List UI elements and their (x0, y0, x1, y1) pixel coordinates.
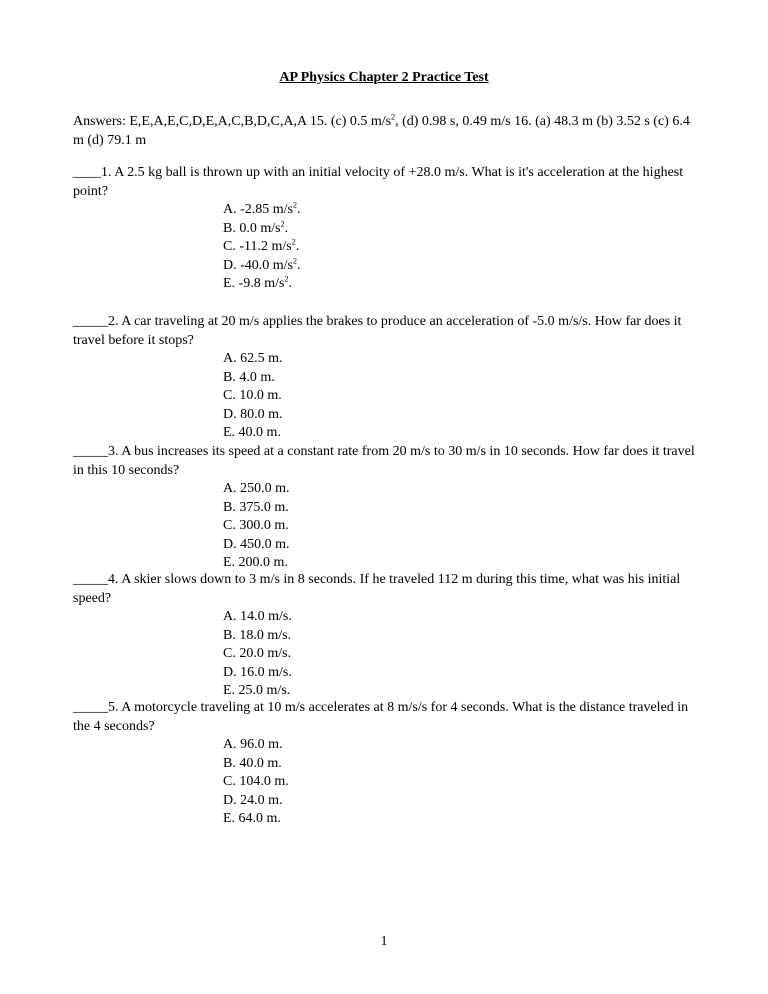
question-text: _____2. A car traveling at 20 m/s applies the brakes to produce an acceleration of -5.0 m/s/s. How far does it travel before it stops? (73, 314, 682, 348)
choice-item: B. 0.0 $m/s^2$. (223, 218, 289, 236)
choice-item: E. 40.0 m. (223, 425, 281, 440)
question-2 (73, 312, 703, 443)
choice-item: A. 250.0 m. (223, 481, 290, 496)
choice-item: A. -2.85 $m/s^2$. (223, 200, 301, 217)
choice-item: C. 10.0 m. (223, 388, 282, 403)
choice-item: E. 64.0 m. (223, 811, 281, 826)
question-3 (73, 442, 703, 573)
choice-item: E. -9.8 $m/s^2$. (223, 274, 292, 291)
choice-item: D. 450.0 m. (223, 536, 290, 552)
choice-item: C. 20.0 m/s. (223, 646, 292, 661)
question-text: _____3. A bus increases its speed at a constant rate from 20 m/s to 30 m/s in 10 seconds. How far does it travel in this 10 seconds? (73, 444, 695, 478)
answer-key-part2: , (d) 0.98 s, 0.49 m/s 16. (a) 48.3 m (b) 3.52 s (c) 6.4 m (d) 79.1 m (73, 114, 690, 148)
question-4 (73, 570, 703, 701)
choice-item: B. 375.0 m. (223, 499, 289, 515)
choice-list (73, 480, 703, 573)
choice-item: D. 24.0 m. (223, 792, 283, 808)
choice-item: B. 40.0 m. (223, 755, 282, 771)
choice-list (73, 736, 703, 829)
answer-key-part1: Answers: E,E,A,E,C,D,E,A,C,B,D,C,A,A 15. (c) 0.5 m/s (73, 114, 392, 129)
page-number: 1 (380, 934, 388, 949)
question-text: ____1. A 2.5 kg ball is thrown up with an initial velocity of +28.0 m/s. What is it's acceleration at the highest point? (73, 165, 684, 199)
choice-item: A. 96.0 m. (223, 737, 283, 752)
answer-key (73, 112, 703, 150)
choice-list (73, 608, 703, 701)
choice-item: E. 25.0 m/s. (223, 683, 291, 698)
choice-item: E. 200.0 m. (223, 555, 288, 570)
question-1 (73, 163, 703, 294)
question-text: _____5. A motorcycle traveling at 10 m/s accelerates at 8 m/s/s for 4 seconds. What is the distance traveled in the 4 seconds? (73, 700, 689, 734)
question-5 (73, 698, 703, 829)
question-text: _____4. A skier slows down to 3 m/s in 8 seconds. If he traveled 112 m during this time, what was his initial speed? (73, 572, 681, 606)
answer-key-superscript: 2 (391, 112, 396, 122)
choice-list (73, 350, 703, 443)
choice-item: C. 104.0 m. (223, 774, 289, 789)
choice-item: D. 16.0 m/s. (223, 664, 292, 680)
choice-item: D. 80.0 m. (223, 406, 283, 422)
choice-item: C. -11.2 $m/s^2$. (223, 237, 300, 254)
choice-item: A. 62.5 m. (223, 351, 283, 366)
choice-item: C. 300.0 m. (223, 518, 289, 533)
choice-item: D. -40.0 $m/s^2$. (223, 255, 301, 273)
choice-list (73, 201, 703, 294)
choice-item: B. 4.0 m. (223, 369, 275, 385)
choice-item: B. 18.0 m/s. (223, 627, 292, 643)
page-title: AP Physics Chapter 2 Practice Test (279, 70, 489, 85)
choice-item: A. 14.0 m/s. (223, 609, 292, 624)
